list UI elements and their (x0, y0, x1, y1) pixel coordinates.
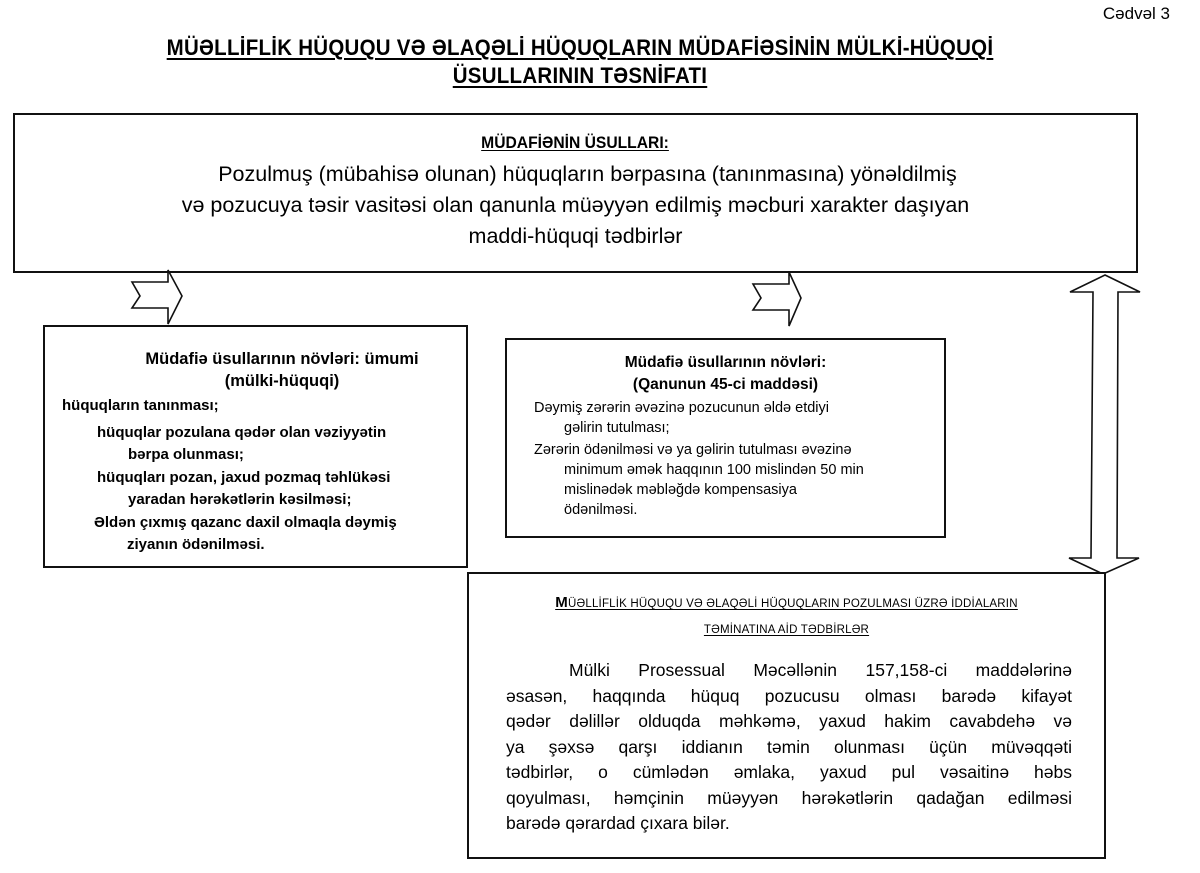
method-text: Əldən çıxmış qazanc daxil olmaqla dəymiş (94, 514, 397, 531)
heading-line: ÜƏLLİFLİK HÜQUQU VƏ ƏLAQƏLİ HÜQUQLARIN POZULMASI ÜZRƏ İDDİALARIN (568, 598, 1018, 610)
paragraph-line: əsasən, haqqında hüquq pozucusu olması barədə kifayət (506, 685, 1072, 706)
claim-security-heading (469, 590, 1104, 643)
method-text: hüquqların tanınması; (62, 397, 219, 414)
general-civil-methods-box (43, 325, 468, 568)
article-45-heading (507, 352, 944, 396)
method-text: mislinədək məbləğdə kompensasiya (564, 482, 797, 498)
title-line-1: MÜƏLLİFLİK HÜQUQU VƏ ƏLAQƏLİ HÜQUQLARIN MÜDAFİƏSİNİN MÜLKİ-HÜQUQİ (166, 35, 994, 60)
table-number-label: Cədvəl 3 (1102, 4, 1170, 23)
method-text: Zərərin ödənilməsi və ya gəlirin tutulması əvəzinə (534, 442, 852, 458)
method-item (97, 422, 386, 466)
paragraph-line: Mülki Prosessual Məcəllənin 157,158-ci maddələrinə (569, 660, 1072, 680)
definition-line: maddi-hüquqi tədbirlər (468, 224, 683, 248)
protection-methods-definition (15, 159, 1136, 252)
method-item (94, 512, 397, 556)
heading-line: Müdafiə üsullarının növləri: ümumi (145, 350, 419, 368)
method-text: minimum əmək haqqının 100 mislindən 50 min (564, 462, 864, 478)
heading-line: Müdafiə üsullarının növləri: (624, 354, 827, 371)
definition-line: Pozulmuş (mübahisə olunan) hüquqların bərpasına (tanınmasına) yönəldilmiş (218, 162, 957, 186)
protection-methods-heading: MÜDAFİƏNİN ÜSULLARI: (481, 133, 670, 152)
method-item (534, 440, 864, 520)
double-headed-vertical-arrow-icon (1068, 274, 1142, 574)
document-title (41, 34, 1120, 90)
heading-line: TƏMİNATINA AİD TƏDBİRLƏR (703, 624, 870, 636)
method-item (534, 398, 829, 438)
claim-security-measures-box (467, 572, 1106, 859)
method-item (97, 467, 390, 511)
method-text: hüquqları pozan, jaxud pozmaq təhlükəsi (97, 469, 391, 486)
paragraph-line: qədər dəlillər olduqda məhkəmə, yaxud hakim cavabdehə və (506, 711, 1072, 731)
heading-line: (mülki-hüquqi) (224, 372, 340, 390)
method-text: ziyanın ödənilməsi. (127, 536, 265, 553)
protection-methods-definition-box (13, 113, 1138, 273)
heading-initial: M (555, 594, 568, 611)
law-article-45-methods-box (505, 338, 946, 538)
paragraph-line: tədbirlər, o cümlədən əmlaka, yaxud pul vəsaitinə həbs (506, 762, 1072, 782)
method-text: hüquqlar pozulana qədər olan vəziyyətin (97, 424, 387, 441)
method-item (62, 395, 219, 417)
method-text: ödənilməsi. (564, 502, 638, 518)
general-methods-heading (117, 348, 447, 392)
method-text: bərpa olunması; (128, 446, 244, 463)
right-arrow-icon (751, 272, 807, 328)
title-line-2: ÜSULLARININ TƏSNİFATI (452, 63, 708, 88)
paragraph-line: qoyulması, həmçinin müəyyən hərəkətlərin qadağan edilməsi (506, 787, 1072, 808)
heading-line: (Qanunun 45-ci maddəsi) (632, 376, 819, 393)
method-text: yaradan hərəkətlərin kəsilməsi; (128, 491, 352, 508)
method-text: gəlirin tutulması; (564, 420, 670, 436)
interim-measures-paragraph (506, 658, 1072, 837)
right-arrow-icon (130, 270, 186, 326)
method-text: Dəymiş zərərin əvəzinə pozucunun əldə etdiyi (534, 400, 829, 416)
definition-line: və pozucuya təsir vasitəsi olan qanunla müəyyən edilmiş məcburi xarakter daşıyan (181, 193, 970, 217)
paragraph-line: ya şəxsə qarşı iddianın təmin olunması üçün müvəqqəti (506, 736, 1072, 757)
paragraph-line: barədə qərardad çıxara bilər. (506, 813, 730, 833)
